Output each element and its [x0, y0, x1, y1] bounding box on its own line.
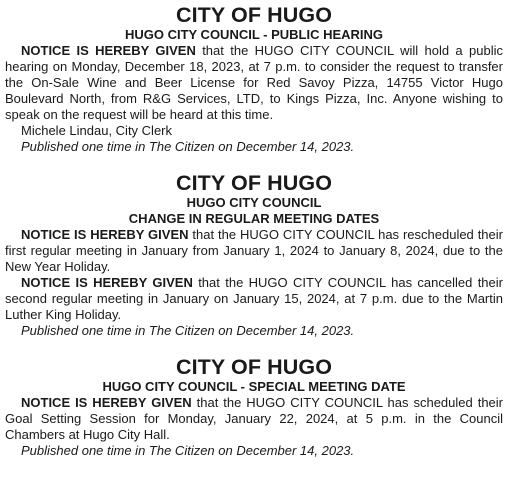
notice-signature: Michele Lindau, City Clerk — [21, 123, 173, 138]
notice-subheading: CHANGE IN REGULAR MEETING DATES — [128, 211, 380, 226]
notice-paragraph — [5, 43, 503, 123]
notice-public-hearing — [5, 3, 503, 155]
notice-heading: CITY OF HUGO — [175, 171, 333, 195]
notice-subheading: HUGO CITY COUNCIL - SPECIAL MEETING DATE — [102, 379, 406, 394]
notice-lead: NOTICE IS HEREBY GIVEN — [21, 395, 192, 410]
notice-body: that the HUGO CITY COUNCIL has rescheduled their first regular meeting in January from January 1, 2024 to January 8, 2024, due to the New Year Holiday. — [5, 227, 503, 274]
notice-body: that the HUGO CITY COUNCIL has cancelled their second regular meeting in January on January 15, 2024, at 7 p.m. due to the Martin Luther King Holiday. — [5, 275, 503, 322]
notice-heading: CITY OF HUGO — [175, 355, 333, 379]
notice-heading: CITY OF HUGO — [175, 3, 333, 27]
notice-published-line: Published one time in The Citizen on December 14, 2023. — [21, 443, 355, 458]
notice-lead: NOTICE IS HEREBY GIVEN — [21, 227, 189, 242]
notice-meeting-dates — [5, 171, 503, 339]
notice-lead: NOTICE IS HEREBY GIVEN — [21, 275, 193, 290]
notice-paragraph — [5, 227, 503, 275]
notice-body: that the HUGO CITY COUNCIL will hold a public hearing on Monday, December 18, 2023, at 7 p.m. to consider the request to transfer the On-Sale Wine and Beer License for Red Savoy Pizza, 14755 Victor Hugo Boulevard North, from R&G Services, LTD, to Kings Pizza, Inc. Anyone wishing to speak on the request will be heard at this time. — [5, 43, 503, 122]
notice-subheading: HUGO CITY COUNCIL - PUBLIC HEARING — [124, 27, 384, 42]
notice-paragraph — [5, 395, 503, 443]
notice-special-meeting — [5, 355, 503, 459]
notice-body: that the HUGO CITY COUNCIL has scheduled their Goal Setting Session for Monday, January 22, 2024, at 5 p.m. in the Council Chambers at Hugo City Hall. — [5, 395, 503, 442]
notice-published-line: Published one time in The Citizen on December 14, 2023. — [21, 323, 355, 338]
notice-paragraph — [5, 275, 503, 323]
notice-published-line: Published one time in The Citizen on December 14, 2023. — [21, 139, 355, 154]
notice-subheading: HUGO CITY COUNCIL — [186, 195, 322, 210]
notice-lead: NOTICE IS HEREBY GIVEN — [21, 43, 196, 58]
